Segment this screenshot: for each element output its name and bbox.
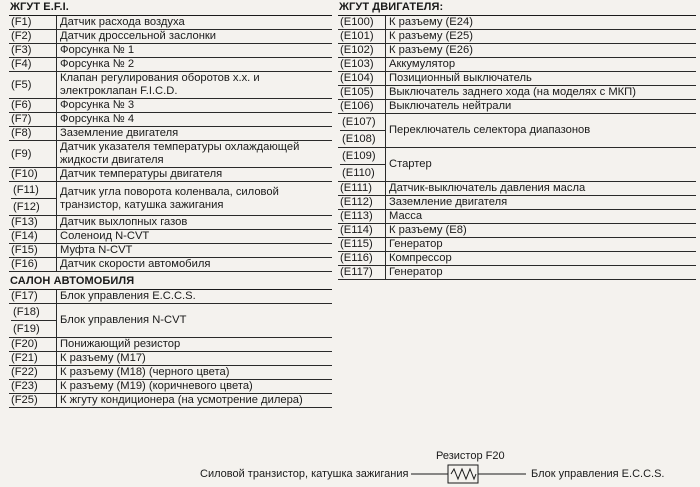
table-row xyxy=(9,141,332,168)
connector-code-cell xyxy=(9,58,57,72)
connector-description: К разъему (E8) xyxy=(386,224,697,238)
connector-code: (E104) xyxy=(340,72,374,84)
connector-code-cell xyxy=(9,366,57,380)
connector-code: (E110) xyxy=(340,164,385,181)
connector-code: (E106) xyxy=(340,100,374,112)
connector-code-cell xyxy=(338,266,386,280)
connector-description: Блок управления E.C.C.S. xyxy=(57,290,333,304)
connector-description: К жгуту кондиционера (на усмотрение дилера) xyxy=(57,394,333,408)
table-row xyxy=(338,30,696,44)
connector-description: Датчик-выключатель давления масла xyxy=(386,182,697,196)
connector-description: Понижающий резистор xyxy=(57,338,333,352)
connector-code-cell xyxy=(338,114,386,148)
resistor-zigzag xyxy=(451,469,476,479)
connector-description: Датчик расхода воздуха xyxy=(57,16,333,30)
table-row xyxy=(338,238,696,252)
table-row xyxy=(9,30,332,44)
connector-description: Форсунка № 4 xyxy=(57,113,333,127)
right-column xyxy=(338,0,696,280)
connector-description: Стартер xyxy=(386,148,697,182)
table-row xyxy=(338,252,696,266)
table-row xyxy=(9,304,332,338)
connector-description: Генератор xyxy=(386,266,697,280)
connector-code: (F20) xyxy=(11,338,38,350)
table-row xyxy=(9,99,332,113)
connector-description: К разъему (M17) xyxy=(57,352,333,366)
connector-code-cell xyxy=(9,30,57,44)
connector-code: (F2) xyxy=(11,30,32,42)
connector-description: Компрессор xyxy=(386,252,697,266)
efi-harness-table xyxy=(9,16,332,272)
connector-description: Позиционный выключатель xyxy=(386,72,697,86)
connector-code: (F14) xyxy=(11,230,38,242)
connector-description: К разъему (M19) (коричневого цвета) xyxy=(57,380,333,394)
table-row xyxy=(9,72,332,99)
table-row xyxy=(9,230,332,244)
connector-description: К разъему (E25) xyxy=(386,30,697,44)
connector-description: Переключатель селектора диапазонов xyxy=(386,114,697,148)
connector-description: Форсунка № 2 xyxy=(57,58,333,72)
connector-description: Форсунка № 3 xyxy=(57,99,333,113)
connector-code: (E111) xyxy=(340,182,372,194)
table-row xyxy=(9,127,332,141)
table-row xyxy=(338,86,696,100)
connector-code: (F7) xyxy=(11,113,32,125)
resistor-label: Резистор F20 xyxy=(436,450,505,462)
connector-code-cell xyxy=(338,182,386,196)
left-column xyxy=(9,0,332,408)
connector-code: (F15) xyxy=(11,244,38,256)
diagram-right-label: Блок управления E.C.C.S. xyxy=(531,468,665,480)
connector-code-cell xyxy=(9,258,57,272)
table-row xyxy=(9,352,332,366)
connector-code-cell xyxy=(9,182,57,216)
connector-code-cell xyxy=(9,127,57,141)
connector-code-cell xyxy=(338,252,386,266)
connector-description: Датчик угла поворота коленвала, силовой транзистор, катушка зажигания xyxy=(57,182,333,216)
table-row xyxy=(9,366,332,380)
resistor-wiring xyxy=(0,448,700,487)
connector-description: К разъему (M18) (черного цвета) xyxy=(57,366,333,380)
table-row xyxy=(9,44,332,58)
table-row xyxy=(338,148,696,182)
connector-description: Датчик температуры двигателя xyxy=(57,168,333,182)
connector-code: (F23) xyxy=(11,380,38,392)
engine-harness-table xyxy=(338,16,696,280)
table-row xyxy=(338,100,696,114)
connector-code: (F13) xyxy=(11,216,38,228)
connector-description: Заземление двигателя xyxy=(386,196,697,210)
connector-code: (F21) xyxy=(11,352,38,364)
connector-code-cell xyxy=(9,304,57,338)
connector-description: Датчик скорости автомобиля xyxy=(57,258,333,272)
connector-code-cell xyxy=(338,72,386,86)
table-row xyxy=(9,258,332,272)
connector-description: Датчик указателя температуры охлаждающей жидкости двигателя xyxy=(57,141,333,168)
connector-code-cell xyxy=(338,16,386,30)
connector-description: Соленоид N-CVT xyxy=(57,230,333,244)
connector-code-cell xyxy=(9,394,57,408)
connector-code-cell xyxy=(338,238,386,252)
table-row xyxy=(338,182,696,196)
connector-code: (F10) xyxy=(11,168,38,180)
connector-code: (E100) xyxy=(340,16,374,28)
table-row xyxy=(9,244,332,258)
table-row xyxy=(9,16,332,30)
connector-description: К разъему (E24) xyxy=(386,16,697,30)
table-row xyxy=(338,72,696,86)
connector-description: Форсунка № 1 xyxy=(57,44,333,58)
connector-code: (F5) xyxy=(11,78,32,91)
connector-code: (F3) xyxy=(11,44,32,56)
resistor-diagram xyxy=(0,448,700,487)
connector-code: (F9) xyxy=(11,147,32,160)
connector-code-cell xyxy=(9,141,57,168)
connector-code: (E114) xyxy=(340,224,373,236)
connector-description: Датчик выхлопных газов xyxy=(57,216,333,230)
table-row xyxy=(338,114,696,148)
connector-code: (F1) xyxy=(11,16,32,28)
connector-code-cell xyxy=(9,216,57,230)
connector-code: (F17) xyxy=(11,290,38,302)
connector-code: (E107) xyxy=(342,116,376,128)
heading-cabin: САЛОН АВТОМОБИЛЯ xyxy=(9,274,332,290)
resistor-box xyxy=(448,465,478,483)
connector-code: (E108) xyxy=(340,130,385,147)
connector-code-cell xyxy=(9,99,57,113)
connector-code-cell xyxy=(9,44,57,58)
connector-code: (F19) xyxy=(11,320,56,337)
cabin-table xyxy=(9,290,332,408)
connector-code: (E101) xyxy=(340,30,374,42)
table-row xyxy=(338,58,696,72)
connector-code-cell xyxy=(338,224,386,238)
connector-code-cell xyxy=(9,244,57,258)
connector-code: (F6) xyxy=(11,99,32,111)
table-row xyxy=(9,168,332,182)
table-row xyxy=(338,196,696,210)
table-row xyxy=(9,216,332,230)
connector-code: (E116) xyxy=(340,252,373,264)
connector-code-cell xyxy=(9,72,57,99)
connector-description: Генератор xyxy=(386,238,697,252)
connector-code-cell xyxy=(9,352,57,366)
connector-description: Муфта N-CVT xyxy=(57,244,333,258)
connector-description: Аккумулятор xyxy=(386,58,697,72)
table-row xyxy=(9,58,332,72)
connector-code-cell xyxy=(9,16,57,30)
heading-efi-harness: ЖГУТ E.F.I. xyxy=(9,0,332,16)
connector-description: Блок управления N-CVT xyxy=(57,304,333,338)
connector-code: (F25) xyxy=(11,394,38,406)
connector-code: (F8) xyxy=(11,127,32,139)
connector-description: Масса xyxy=(386,210,697,224)
connector-description: К разъему (E26) xyxy=(386,44,697,58)
connector-code: (F18) xyxy=(13,306,40,318)
connector-code-cell xyxy=(9,113,57,127)
connector-code: (F16) xyxy=(11,258,38,270)
connector-description: Клапан регулирования оборотов х.х. и электроклапан F.I.C.D. xyxy=(57,72,333,99)
connector-code: (F11) xyxy=(13,184,39,196)
connector-code: (E112) xyxy=(340,196,373,208)
connector-code: (F12) xyxy=(11,198,56,215)
connector-code-cell xyxy=(9,168,57,182)
connector-code-cell xyxy=(9,338,57,352)
connector-code-cell xyxy=(9,230,57,244)
table-row xyxy=(9,394,332,408)
connector-description: Выключатель заднего хода (на моделях с МКП) xyxy=(386,86,697,100)
connector-code: (F22) xyxy=(11,366,38,378)
table-row xyxy=(338,210,696,224)
connector-code-cell xyxy=(338,148,386,182)
heading-engine-harness: ЖГУТ ДВИГАТЕЛЯ: xyxy=(338,0,696,16)
table-row xyxy=(9,113,332,127)
connector-code: (E113) xyxy=(340,210,373,222)
connector-code-cell xyxy=(338,58,386,72)
table-row xyxy=(9,338,332,352)
connector-code-cell xyxy=(338,196,386,210)
connector-code: (E109) xyxy=(342,150,376,162)
table-row xyxy=(9,380,332,394)
diagram-left-label: Силовой транзистор, катушка зажигания xyxy=(200,468,409,480)
connector-code: (E103) xyxy=(340,58,374,70)
connector-code: (E105) xyxy=(340,86,374,98)
connector-code-cell xyxy=(9,380,57,394)
connector-code-cell xyxy=(338,210,386,224)
connector-code: (E117) xyxy=(340,266,373,278)
connector-code-cell xyxy=(9,290,57,304)
table-row xyxy=(338,16,696,30)
connector-code: (E115) xyxy=(340,238,373,250)
table-row xyxy=(338,44,696,58)
connector-description: Выключатель нейтрали xyxy=(386,100,697,114)
connector-code-cell xyxy=(338,100,386,114)
connector-description: Заземление двигателя xyxy=(57,127,333,141)
connector-code-cell xyxy=(338,86,386,100)
table-row xyxy=(338,266,696,280)
table-row xyxy=(9,290,332,304)
table-row xyxy=(338,224,696,238)
connector-code: (E102) xyxy=(340,44,374,56)
table-row xyxy=(9,182,332,216)
connector-code-cell xyxy=(338,44,386,58)
connector-code: (F4) xyxy=(11,58,32,70)
connector-code-cell xyxy=(338,30,386,44)
connector-description: Датчик дроссельной заслонки xyxy=(57,30,333,44)
